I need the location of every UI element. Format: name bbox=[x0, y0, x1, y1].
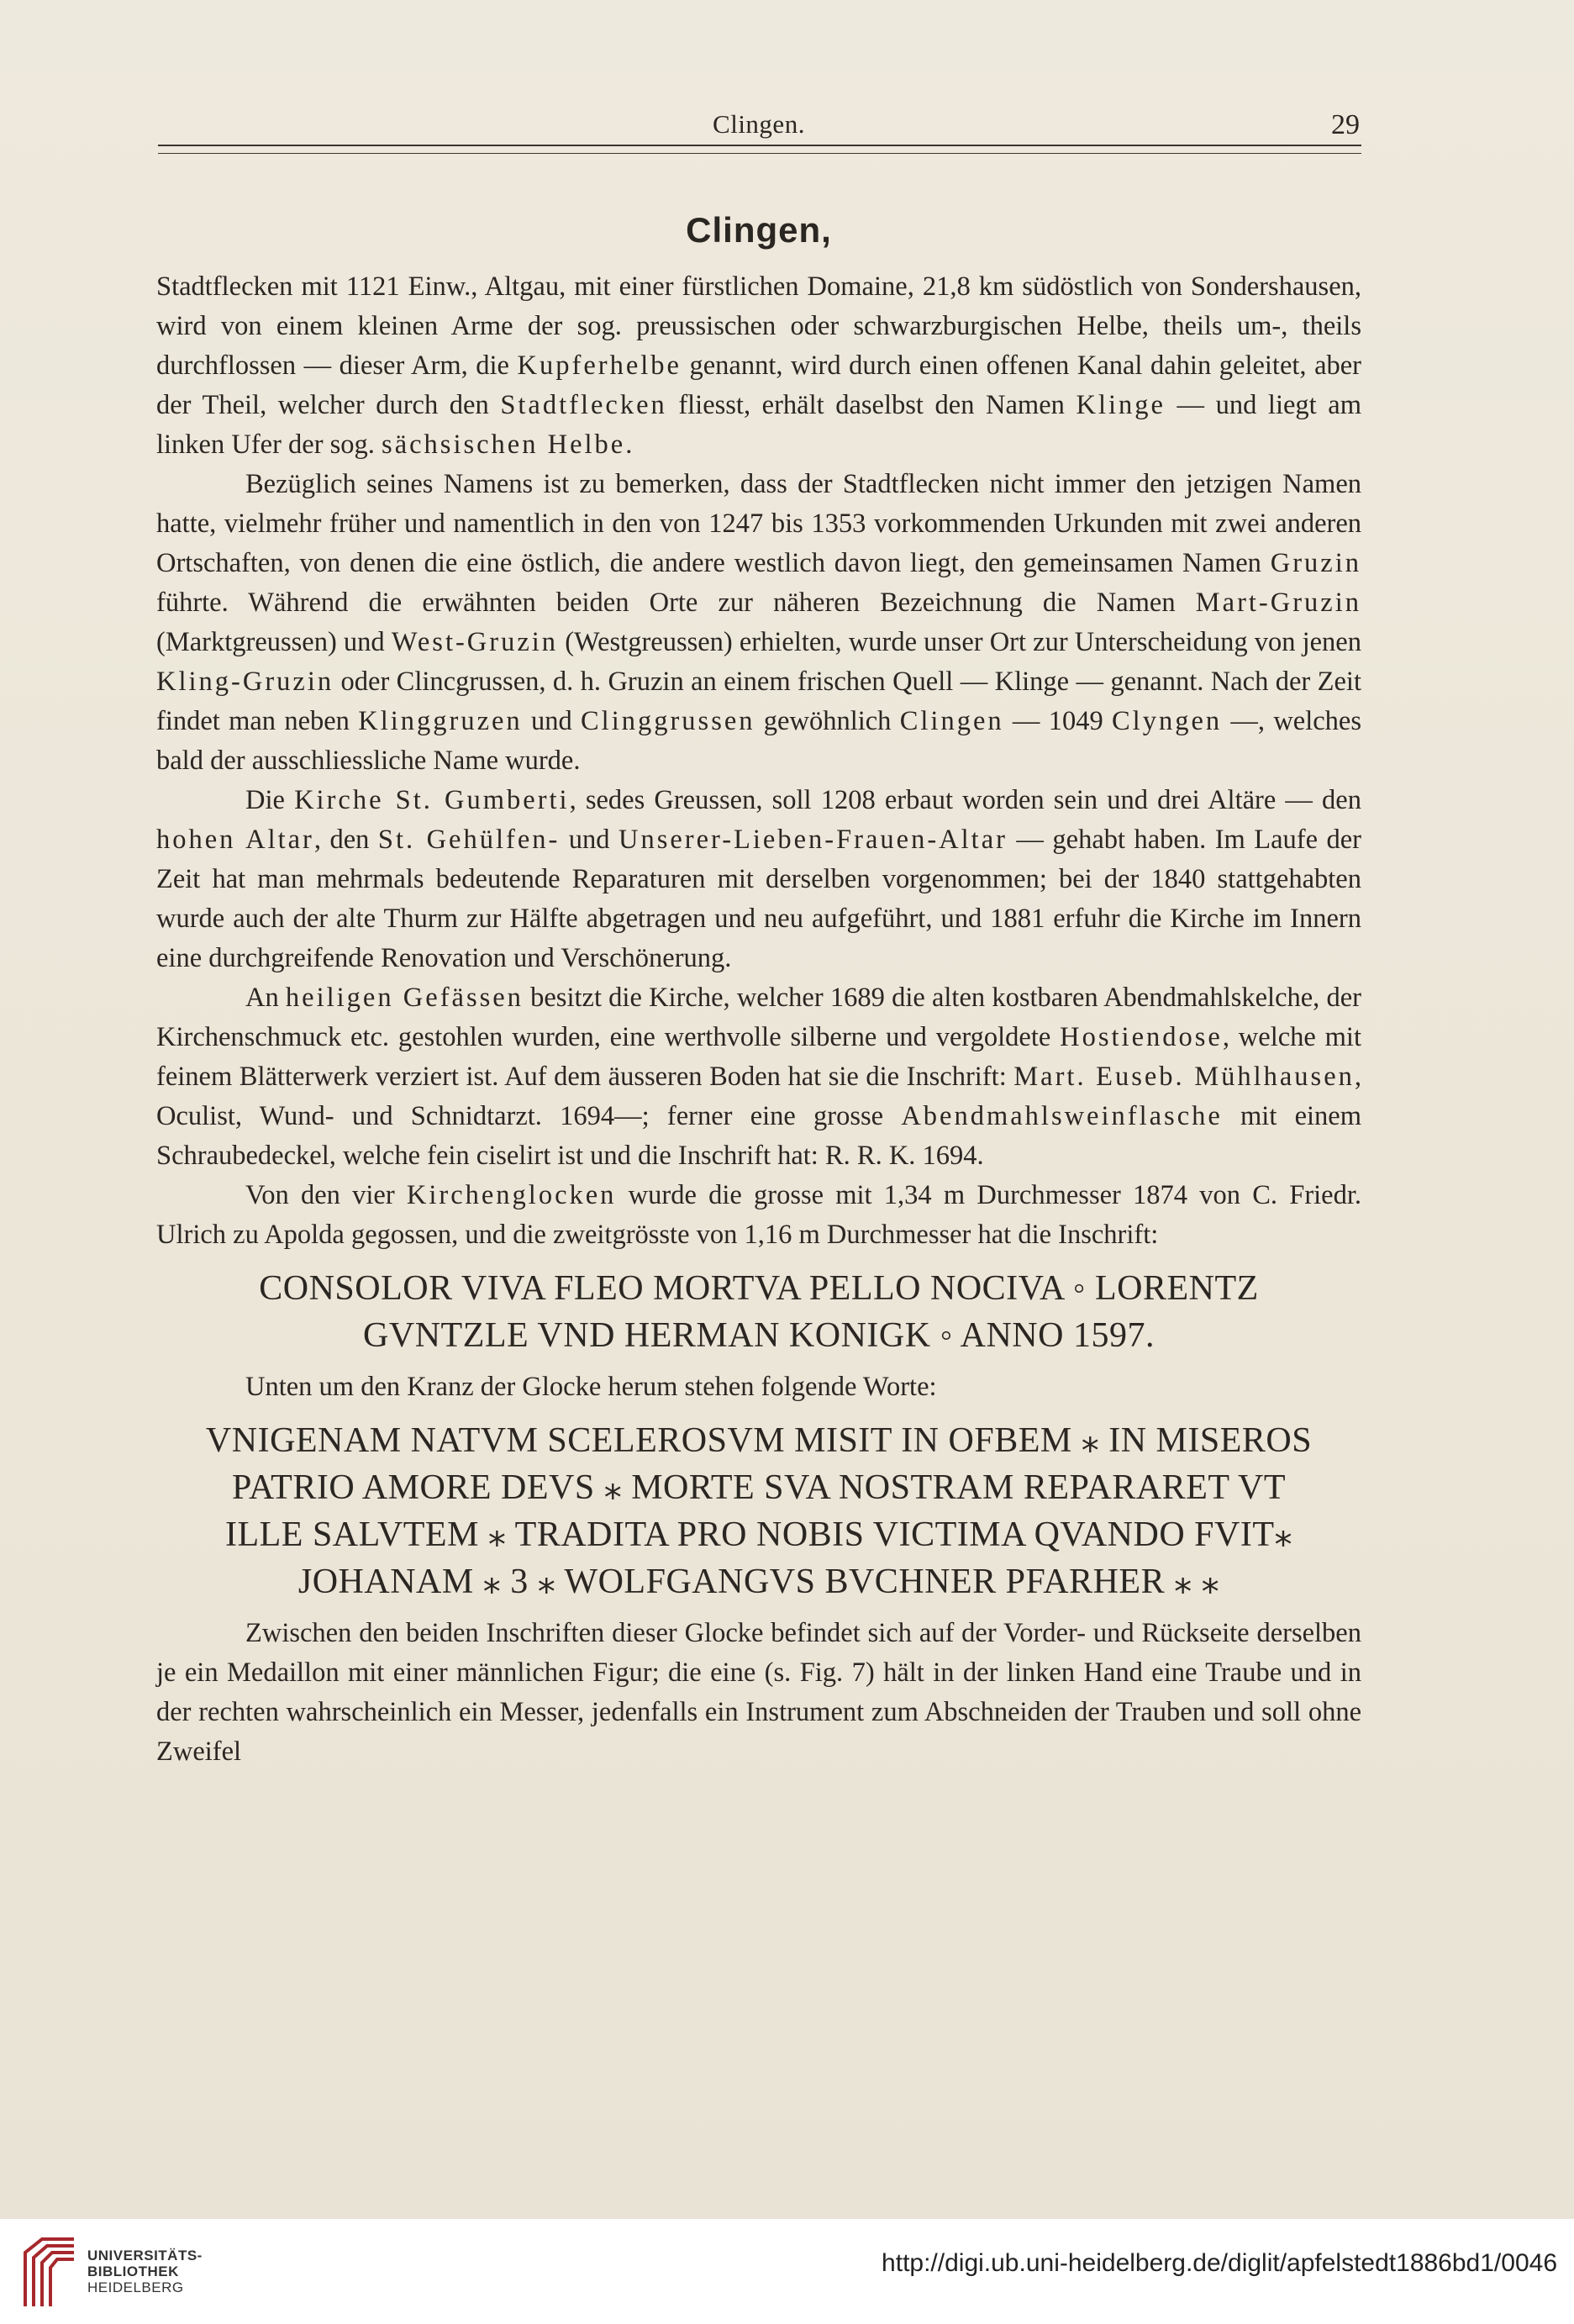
text-segment: , Oculist, Wund- und Schnidtarzt. 1694—; ferner eine grosse bbox=[156, 1062, 1361, 1131]
inscription-intro: Unten um den Kranz der Glocke herum stehen folgende Worte: bbox=[245, 1372, 937, 1402]
university-library-logo-icon bbox=[20, 2236, 79, 2308]
text-segment: , welche mit feinem Blätterwerk verziert ist. Auf dem äusseren Boden hat sie die Inschrift: bbox=[156, 1022, 1361, 1092]
spaced-term: Clyngen bbox=[1111, 706, 1223, 736]
paragraph-6: Zwischen den beiden Inschriften dieser Glocke befindet sich auf der Vorder- und Rückseite derselben je ein Medaillon mit einer männlichen Figur; die eine (s. Fig. 7) hält in der linken Hand eine Traube und in der rechten wahrscheinlich ein Messer, jedenfalls ein Instrument zum Abschneiden der Trauben und soll ohne Zweifel bbox=[156, 1618, 1361, 1767]
inscription-line: CONSOLOR VIVA FLEO MORTVA PELLO NOCIVA ◦ LORENTZ bbox=[259, 1269, 1259, 1308]
paragraph-5 bbox=[156, 1176, 1361, 1255]
library-line: HEIDELBERG bbox=[87, 2279, 184, 2295]
text-segment: (Marktgreussen) und bbox=[156, 627, 392, 657]
text-segment: — gehabt haben. Im Laufe der Zeit hat man mehrmals bedeutende Reparaturen mit derselben vorgenommen; bei der 1840 stattgehabten wurde auch der alte Thurm zur Hälfte abgetragen und neu aufgeführt, und 1881 erfuhr die Kirche im Innern eine durchgreifende Renovation und Verschönerung. bbox=[156, 825, 1361, 973]
spaced-term: Stadtflecken bbox=[500, 390, 667, 420]
paragraph-1 bbox=[156, 267, 1361, 465]
text-segment: führte. Während die erwähnten beiden Orte zur näheren Bezeichnung die Namen bbox=[156, 588, 1196, 618]
inscription-line: JOHANAM ⁎ 3 ⁎ WOLFGANGVS BVCHNER PFARHER ⁎ ⁎ bbox=[297, 1563, 1220, 1601]
spaced-term: Mart. Euseb. Mühlhausen bbox=[1013, 1062, 1355, 1092]
spaced-term: Clingen bbox=[899, 706, 1004, 736]
spaced-term: Klinge bbox=[1076, 390, 1166, 420]
section-heading: Clingen, bbox=[686, 210, 832, 250]
text-segment: . bbox=[625, 429, 633, 460]
text-segment: mit einem Schraubedeckel, welche fein ciselirt ist und die Inschrift hat: R. R. K. 1694. bbox=[156, 1101, 1361, 1171]
running-head-title: Clingen. bbox=[713, 109, 805, 139]
spaced-term: Mart-Gruzin bbox=[1195, 588, 1361, 618]
spaced-term: heiligen Gefässen bbox=[285, 983, 524, 1013]
library-line: BIBLIOTHEK bbox=[87, 2263, 179, 2279]
spaced-term: Abendmahlsweinflasche bbox=[901, 1101, 1223, 1131]
text-segment: , den bbox=[313, 825, 378, 855]
spaced-term: Klinggruzen bbox=[358, 706, 523, 736]
text-segment: —, welches bald der ausschliessliche Name wurde. bbox=[156, 706, 1361, 776]
bell-inscription-1 bbox=[156, 1265, 1361, 1359]
text-segment: An bbox=[245, 983, 286, 1013]
spaced-term: hohen Altar bbox=[156, 825, 314, 855]
text-segment: gewöhnlich bbox=[755, 706, 900, 736]
spaced-term: St. Gehülfen- bbox=[377, 825, 561, 855]
text-segment: (Westgreussen) erhielten, wurde unser Ort zur Unterscheidung von jenen bbox=[558, 627, 1361, 657]
spaced-term: Clinggrussen bbox=[580, 706, 755, 736]
paragraph-2 bbox=[156, 465, 1361, 781]
paragraph-3 bbox=[156, 781, 1361, 978]
inscription-line: PATRIO AMORE DEVS ⁎ MORTE SVA NOSTRAM REPARARET VT bbox=[232, 1468, 1286, 1507]
text-segment: , sedes Greussen, soll 1208 erbaut worden sein und drei Altäre — den bbox=[569, 785, 1361, 815]
text-segment: und bbox=[560, 825, 619, 855]
spaced-term: Hostiendose bbox=[1060, 1022, 1223, 1052]
header-rule bbox=[158, 145, 1361, 154]
spaced-term: Unserer-Lieben-Frauen-Altar bbox=[619, 825, 1008, 855]
page-number: 29 bbox=[1331, 109, 1360, 140]
library-name bbox=[87, 2248, 203, 2295]
inscription-line: VNIGENAM NATVM SCELEROSVM MISIT IN OFBEM ⁎ IN MISEROS bbox=[205, 1421, 1313, 1460]
spaced-term: Kupferhelbe bbox=[517, 350, 682, 381]
paragraph-4 bbox=[156, 978, 1361, 1176]
inscription-line: ILLE SALVTEM ⁎ TRADITA PRO NOBIS VICTIMA QVANDO FVIT⁎ bbox=[225, 1515, 1292, 1554]
text-segment: oder Clincgrussen, d. h. Gruzin an einem frischen Quell — Klinge — genannt. Nach der Zeit findet man neben bbox=[156, 667, 1361, 736]
inscription-line: GVNTZLE VND HERMAN KONIGK ◦ ANNO 1597. bbox=[363, 1316, 1155, 1355]
spaced-term: Gruzin bbox=[1270, 548, 1361, 578]
text-segment: Von den vier bbox=[245, 1180, 407, 1210]
body-text bbox=[156, 267, 1361, 1772]
spaced-term: Kling-Gruzin bbox=[156, 667, 334, 697]
text-segment: genannt, wird durch einen offenen Kanal dahin geleitet, aber der Theil, welcher durch den bbox=[156, 350, 1362, 420]
running-head bbox=[158, 109, 1360, 143]
text-segment: — und liegt am linken Ufer der sog. bbox=[156, 390, 1361, 460]
text-segment: Stadtflecken mit 1121 Einw., Altgau, mit einer fürstlichen Domaine, 21,8 km südöstlich von Sondershausen, wird von einem kleinen Arme der sog. preussischen oder schwarzburgischen Helbe, theils um-, theils durchflossen — dieser Arm, die bbox=[156, 271, 1361, 381]
text-segment: fliesst, erhält daselbst den Namen bbox=[666, 390, 1077, 420]
library-line: UNIVERSITÄTS- bbox=[87, 2248, 203, 2263]
text-segment: Bezüglich seines Namens ist zu bemerken, dass der Stadtflecken nicht immer den jetzigen Namen hatte, vielmehr früher und namentlich in den von 1247 bis 1353 vorkommenden Urkunden mit zwei anderen Ortschaften, von denen die eine östlich, die andere westlich davon liegt, den gemeinsamen Namen bbox=[156, 469, 1361, 578]
bell-inscription-2 bbox=[156, 1417, 1361, 1605]
text-segment: wurde die grosse mit 1,34 m Durchmesser 1874 von C. Friedr. Ulrich zu Apolda gegossen, und die zweitgrösste von 1,16 m Durchmesser hat die Inschrift: bbox=[156, 1180, 1362, 1250]
footer-bar bbox=[0, 2219, 1574, 2324]
source-url-link[interactable]: http://digi.ub.uni-heidelberg.de/diglit/apfelstedt1886bd1/0046 bbox=[882, 2249, 1557, 2277]
spaced-term: Kirche St. Gumberti bbox=[294, 785, 570, 815]
text-segment: und bbox=[522, 706, 581, 736]
spaced-term: sächsischen Helbe bbox=[382, 429, 626, 460]
text-segment: Die bbox=[245, 785, 295, 815]
spaced-term: West-Gruzin bbox=[391, 627, 559, 657]
text-segment: besitzt die Kirche, welcher 1689 die alten kostbaren Abendmahlskelche, der Kirchenschmuck etc. gestohlen wurden, eine werthvolle silberne und vergoldete bbox=[156, 983, 1361, 1052]
spaced-term: Kirchenglocken bbox=[406, 1180, 617, 1210]
text-segment: — 1049 bbox=[1003, 706, 1112, 736]
